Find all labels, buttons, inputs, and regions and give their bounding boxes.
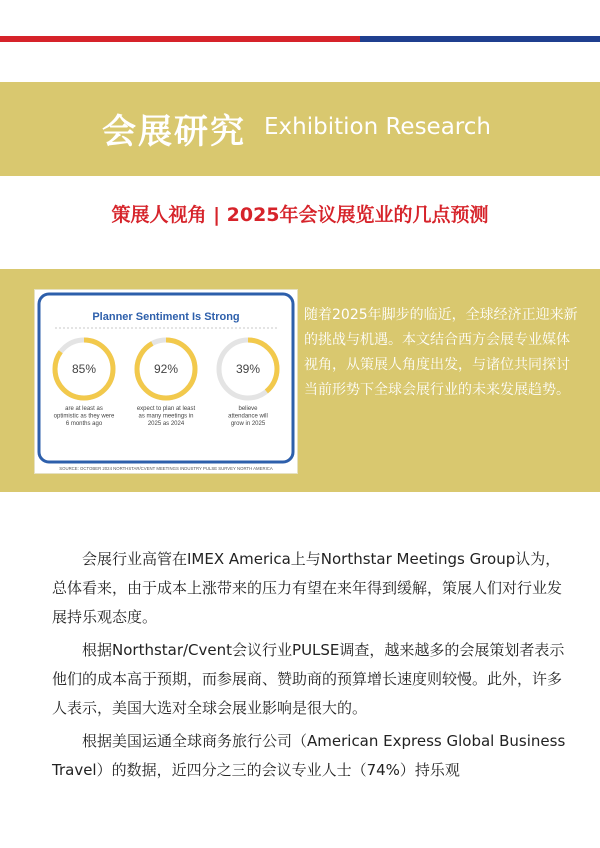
stat-caption-line: 6 months ago bbox=[65, 421, 103, 427]
article-title: 策展人视角 | 2025年会议展览业的几点预测 bbox=[111, 204, 489, 226]
top-accent-blue bbox=[360, 36, 600, 42]
stat-caption-line: as many meetings in bbox=[138, 413, 194, 420]
stat-caption-line: believe bbox=[238, 406, 258, 412]
stat-caption-line: expect to plan at least bbox=[136, 406, 196, 412]
infographic-stats bbox=[54, 340, 277, 427]
section-banner bbox=[0, 82, 600, 176]
body-paragraph-3: 根据美国运通全球商务旅行公司（American Express Global Business Travel）的数据，近四分之三的会议专业人士（74%）持乐观 bbox=[52, 732, 566, 779]
stat-caption-line: attendance will bbox=[228, 413, 268, 420]
stat-caption-line: 2025 as 2024 bbox=[147, 421, 185, 427]
stat-caption-line: are at least as bbox=[65, 406, 103, 412]
body-paragraph-1: 会展行业高管在IMEX America上与Northstar Meetings Group认为，总体看来，由于成本上涨带来的压力有望在来年得到缓解，策展人们对行业发展持乐观态度。 bbox=[52, 550, 563, 626]
stat-value: 92% bbox=[153, 362, 179, 376]
intro-text: 随着2025年脚步的临近，全球经济正迎来新的挑战与机遇。本文结合西方会展专业媒体视角，从策展人角度出发，与诸位共同探讨当前形势下全球会展行业的未来发展趋势。 bbox=[304, 307, 578, 398]
top-accent-red bbox=[0, 36, 360, 42]
stat-value: 85% bbox=[71, 362, 97, 376]
infographic-title: Planner Sentiment Is Strong bbox=[92, 311, 240, 323]
top-accent-bar bbox=[0, 36, 600, 42]
stat-caption-line: optimistic as they were bbox=[53, 413, 115, 420]
stat-value: 39% bbox=[235, 362, 261, 376]
section-title-cn: 会展研究 bbox=[102, 112, 246, 152]
infographic-card bbox=[34, 289, 298, 474]
intro-band bbox=[0, 269, 600, 492]
body-paragraph-2: 根据Northstar/Cvent会议行业PULSE调查，越来越多的会展策划者表示他们的成本高于预期，而参展商、赞助商的预算增长速度则较慢。此外，许多人表示，美国大选对全球会展业影响是很大的。 bbox=[52, 641, 565, 717]
stat-caption-line: grow in 2025 bbox=[230, 421, 266, 427]
infographic-graphic bbox=[35, 290, 297, 473]
infographic-source: SOURCE: OCTOBER 2024 NORTHSTAR/CVENT MEETINGS INDUSTRY PULSE SURVEY NORTH AMERICA bbox=[59, 466, 273, 471]
section-title-en: Exhibition Research bbox=[264, 114, 491, 140]
article-body bbox=[52, 545, 572, 789]
